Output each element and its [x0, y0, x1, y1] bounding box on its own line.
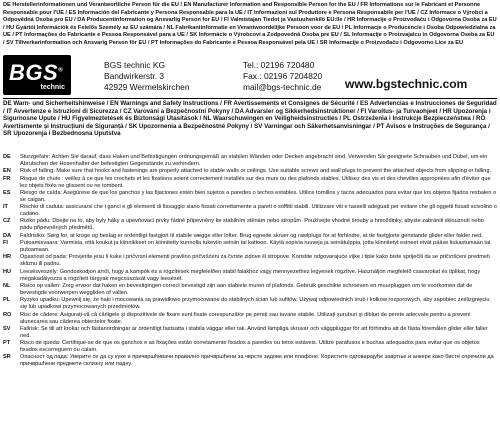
list-item [3, 283, 497, 297]
phone: Tel.: 02196 720480 [243, 60, 315, 70]
warning-text: Riziko pádu: Dbejte na to, aby byly háky a upevňovací prvky řádně připevněny ke stabilním stěnám nebo stropům. Používejte vhodné šrouby a hmoždinky, abyste zabránili sklouznutí nebo pádu připevněných předmětů. [20, 218, 484, 232]
email: mail@bgs-technic.de [243, 82, 322, 92]
list-item [3, 233, 497, 240]
warning-text: Risk of falling: Make sure that hooks and fastenings are properly attached to stable walls or ceilings. Use suitable screws and wall plugs to prevent the attached objects from slipping or falling. [20, 168, 492, 175]
language-code: DE [3, 154, 11, 160]
city: 42929 Wermelskirchen [104, 82, 190, 92]
list-item [3, 240, 497, 254]
company-name: BGS technic KG [104, 60, 165, 70]
warning-text: Leesésveszély: Gondoskodjon arról, hogy a kampók és a rögzítések megfelelően stabil falakhoz vagy mennyezethez legyenek rögzítve. Használjon megfelelő csavarokat és tiplikat, hogy megakadályozza a rögzített tárgyak megcsúszását vagy leesését. [20, 268, 481, 282]
language-code: SV [3, 325, 11, 332]
warning-text: Risque de chute : veillez à ce que les crochets et les fixations soient correctement installés sur des murs ou des plafonds stables. Utilisez des vis et des chevilles appropriées afin d'éviter que les objets fixés ne glissent ou ne tombent. [20, 175, 491, 189]
list-item [3, 218, 497, 232]
list-item [3, 340, 497, 354]
language-code: ES [3, 189, 11, 196]
bgs-logo [3, 55, 71, 95]
language-code: DA [3, 232, 12, 239]
warning-text: Risc de cădere: Asigurați-vă că cârligele și dispozitivele de fixare sunt fixate corespunzător pe pereți sau tavane stabile. Utilizați șuruburi și dibluri de perete adecvate pentru a preveni alunecarea sau căderea obiectelor fixate. [20, 311, 471, 325]
company-address [104, 60, 190, 93]
warning-text: Rischio di caduta: assicurarsi che i ganci e gli elementi di fissaggio siano fissati correttamente a pareti o soffitti stabili. Utilizzare viti e tasselli adeguati per evitare che gli oggetti fissati scivolino o cadano. [20, 204, 497, 218]
language-code: FI [3, 240, 8, 247]
list-item [3, 204, 497, 218]
section-divider [3, 98, 497, 99]
logo-text: BGS® [9, 60, 64, 85]
language-code: HR [3, 254, 12, 261]
language-code: NL [3, 282, 11, 289]
website-url: www.bgstechnic.com [345, 77, 468, 91]
company-contact [243, 60, 322, 93]
language-code: PT [3, 340, 11, 347]
list-item [3, 269, 497, 283]
language-code: CZ [3, 218, 11, 225]
language-code: PL [3, 297, 11, 304]
warning-text: Riesgo de caída: Asegúrese de que los ganchos y las fijaciones estén bien sujetos a paredes o techos estables. Utilice tornillos y tacos adecuados para evitar que los objetos fijados resbalen o se caigan. [20, 189, 497, 203]
warning-text: Risco de queda: Certifique-se de que os ganchos e as fixações estão corretamente fixados a paredes ou tetos estáveis. Utilize parafusos e buchas adequados para evitar que os objetos fixados escorreguem ou caiam. [20, 340, 480, 354]
language-code: EN [3, 168, 11, 175]
warning-text: Faldrisiko: Sørg for, at kroge og beslag er ordentligt fastgjort til stabile vægge eller lofter. Brug egnede skruer og rawlplugs for at forhindre, at de fastgjorte genstande glider eller falder ned. [20, 232, 483, 239]
street: Bandwirkerstr. 3 [104, 71, 165, 81]
warning-text: Ryzyko upadku: Upewnij się, że haki i mocowania są prawidłowo przymocowane do stabilnych ścian lub sufitów. Używaj odpowiednich śrub i kołków rozporowych, aby zapobiec ześlizgnięciu się lub upadkowi przymocowanych przedmiotów. [20, 297, 490, 311]
list-item [3, 354, 497, 368]
safety-entries [3, 154, 497, 369]
list-item [3, 190, 497, 204]
warning-text: Sturzgefahr: Achten Sie darauf, dass Haken und Befestigungen ordnungsgemäß an stabilen Wänden oder Decken angebracht sind. Verwenden Sie geeignete Schrauben und Dübel, um ein Abrutschen der Hosenhalter der befestigten Gegenstände zu verhindern. [20, 154, 488, 167]
language-code: RO [3, 311, 12, 318]
safety-heading: DE Warn- und Sicherheitshinweise / EN Warnings and Safety Instructions / FR Avertissements et Consignes de Sécurité / ES Advertencias e Instrucciones de Seguridad / IT Avvertenze e Istruzioni di Sicurezza / CZ Varování a Bezpečnostní Pokyny / DA Advarsler og Sikkerhedsinstruktioner / FI Varoitus- ja Turvaohjeet / HR Upozorenja i Sigurnosne Upute / HU Figyelmeztetések és Biztonsági Utasítások / NL Waarschuwingen en Veiligheidsinstructies / PL Ostrzeżenia i Instrukcje Bezpieczeństwa / RO Avertismente și Instrucțiuni de Siguranță / SK Upozornenia a Bezpečnostné Pokyny / SV Varningar och Säkerhetsanvisningar / PT Avisos e Instruções de Segurança / SR Upozorenja i Bezbednosna Uputstva [3, 100, 497, 138]
list-item [3, 254, 497, 268]
manufacturer-info-heading: DE Herstellerinformationen und Verantwortliche Person für die EU / EN Manufacturer Information and Responsible Person for the EU / FR Informations sur le Fabricant et Personne Responsable pour l'UE / ES Información del Fabricante y Persona Responsable para la UE / IT Informazioni sul Produttore e Persona Responsabile per l'UE / CZ Informace o Výrobci a Odpovědná Osoba pro EU / DA Producentinformation og Ansvarlig Person for EU / FI Valmistajan Tiedot ja Vastuuhenkilö EU:lle / HR Informacije o Proizvođaču i Odgovorna Osoba za EU / HU Gyártói Információk és Felelős Személy az EU számára / NL Fabrikantinformatie en Verantwoordelijke Persoon voor de EU / PL Informacje o Producencie i Osoba Odpowiedzialna za UE / PT Informações do Fabricante e Pessoa Responsável para a UE / SK Informácie o Výrobcovi a Zodpovedná Osoba pre EU / SL Informacije o Proizvajalcu in Odgovorna Oseba za EU / SV Tillverkarinformation och Ansvarig Person för EU / PT Informações do Fabricante e Pessoa Responsável pela UE / SR Informacije o Proizvođaču i Odgovorno Lice za EU [3, 2, 497, 46]
logo-subtext: technic [40, 84, 65, 91]
list-item [3, 312, 497, 326]
list-item [3, 176, 497, 190]
list-item [3, 326, 497, 340]
language-code: HU [3, 268, 12, 275]
fax: Fax.: 02196 7204820 [243, 71, 323, 81]
language-code: FR [3, 175, 11, 182]
warning-text: Опасност од пада: Уверите се да су куке и причвршћивачи правилно причвршћени за чврсте зидове или плафоне. Користите одговарајуће завртње и анкере како бисте спречили да причвршћени предмети склизну или падну. [20, 354, 494, 368]
list-item [3, 168, 497, 175]
language-code: SR [3, 354, 11, 361]
warning-text: Fallrisk: Se till att krokar och fästanordningar är ordentligt fastsatta i stabila väggar eller tak. Använd lämpliga skruvar och väggpluggar för att förhindra att de fästa föremålen glider eller faller ned. [20, 325, 488, 339]
language-code: IT [3, 204, 8, 211]
list-item [3, 154, 497, 168]
list-item [3, 297, 497, 311]
warning-text: Putoamisvaara: Varmista, että koukut ja kiinnikkeet on kiinnitetty kunnolla tukeviin seiniin tai kattoon. Käytä sopivia ruuveja ja seinätulppia, jotta kiinnitetyt esineet eivät pääse liukastumaan tai putoamaan. [20, 240, 491, 254]
warning-text: Risico op vallen: Zorg ervoor dat haken en bevestigingen correct bevestigd zijn aan stabiele muren of plafonds. Gebruik geschikte schroeven en muurpluggen om te voorkomen dat de bevestigde voorwerpen weggliden of vallen. [20, 282, 473, 296]
warning-text: Opasnost od pada: Provjerite jesu li kuke i pričvrsni elementi pravilno pričvršćeni za čvrste zidove ili stropove. Koristite odgovarajuće vijke i tiple kako biste spriječili da se pričvršćeni predmeti skliznu ili padnu. [20, 254, 490, 268]
